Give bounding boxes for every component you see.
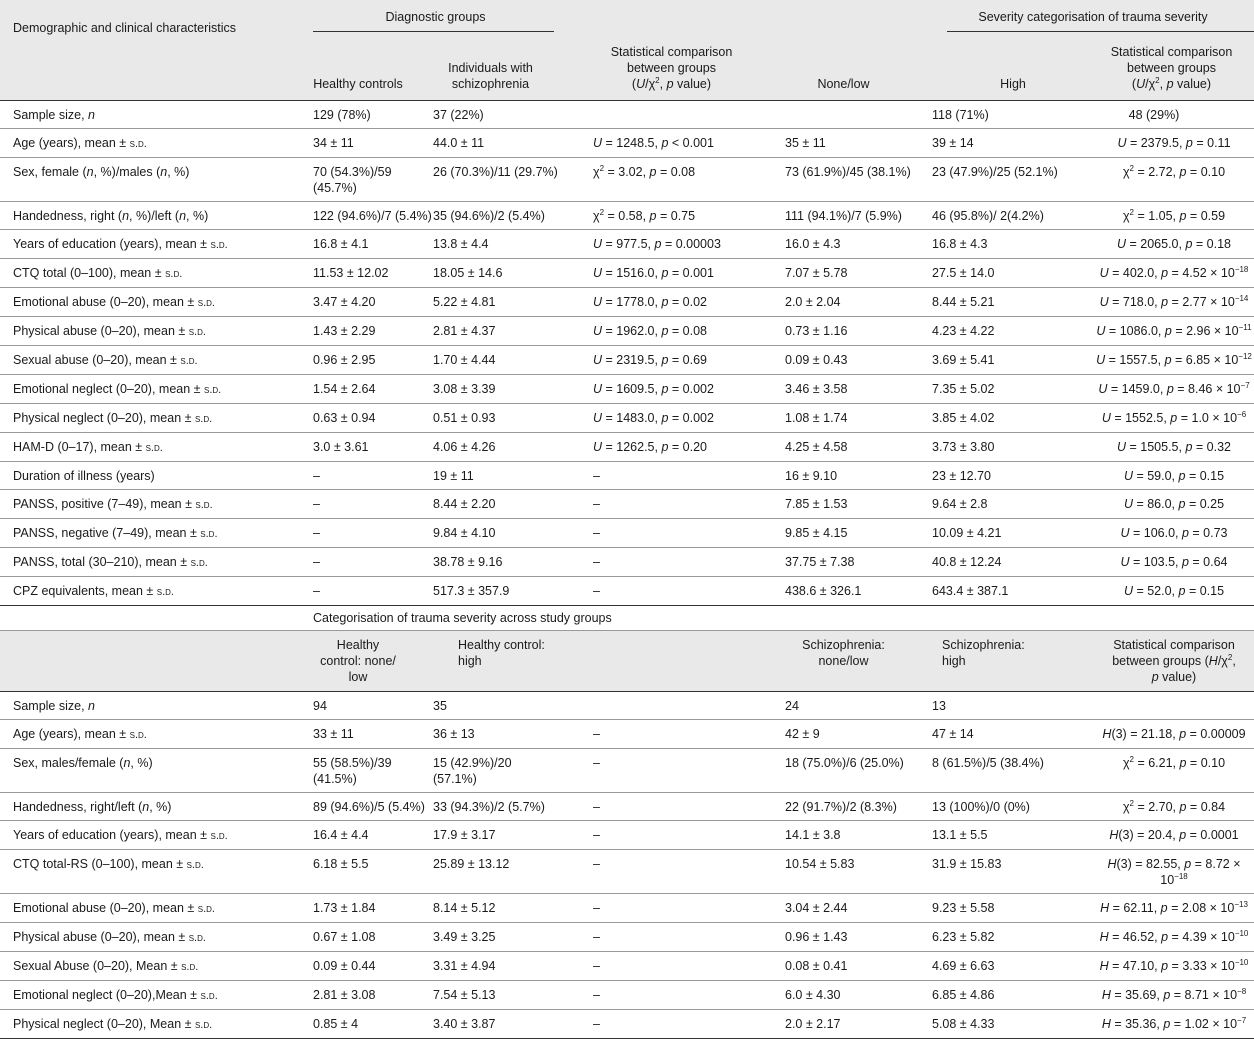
cell-high: 3.85 ± 4.02: [932, 403, 1094, 432]
cell-hc-none-low: 55 (58.5%)/39 (41.5%): [313, 748, 433, 792]
cell-schizophrenia: 38.78 ± 9.16: [433, 547, 558, 576]
cell-hc-none-low: 1.73 ± 1.84: [313, 893, 433, 922]
cell-stat-3: H = 35.36, $p = 1.02 \times 10^{-7}$: [1094, 1009, 1254, 1038]
cell-stat-3: H = 47.10, $p = 3.33 \times 10^{-10}$: [1094, 951, 1254, 980]
cell-sz-none-low: 22 (91.7%)/2 (8.3%): [785, 792, 932, 820]
table-row: [0, 287, 1254, 316]
cell-sz-high: 31.9 ± 15.83: [932, 849, 1094, 893]
cell-none-low: 37.75 ± 7.38: [785, 547, 932, 576]
cell-dash: –: [558, 719, 785, 748]
row-label: Emotional neglect (0–20), mean ± s.d.: [0, 374, 313, 403]
table-row: [0, 461, 1254, 489]
cell-healthy-controls: 0.63 ± 0.94: [313, 403, 433, 432]
header-sz-none-low: Schizophrenia: none/low: [785, 630, 932, 691]
row-label: PANSS, negative (7–49), mean ± s.d.: [0, 518, 313, 547]
row-label: Years of education (years), mean ± s.d.: [0, 820, 313, 849]
cell-sz-high: 6.85 ± 4.86: [932, 980, 1094, 1009]
cell-dash: –: [558, 792, 785, 820]
cell-hc-high: 15 (42.9%)/20 (57.1%): [433, 748, 558, 792]
cell-hc-high: 17.9 ± 3.17: [433, 820, 558, 849]
cell-stat-3: [1094, 691, 1254, 719]
cell-sz-none-low: 24: [785, 691, 932, 719]
cell-sz-high: 13.1 ± 5.5: [932, 820, 1094, 849]
cell-stat-1: U = 1516.0, p = 0.001: [558, 258, 785, 287]
section2-title: Categorisation of trauma severity across study groups: [313, 605, 785, 630]
cell-high: 3.73 ± 3.80: [932, 432, 1094, 461]
cell-hc-high: 33 (94.3%)/2 (5.7%): [433, 792, 558, 820]
cell-none-low: 7.85 ± 1.53: [785, 489, 932, 518]
cell-healthy-controls: 3.47 ± 4.20: [313, 287, 433, 316]
cell-none-low: 35 ± 11: [785, 128, 932, 157]
cell-hc-none-low: 6.18 ± 5.5: [313, 849, 433, 893]
header-stat-3: Statistical comparison between groups ($H/\chi^2$, p value): [1094, 630, 1254, 691]
cell-healthy-controls: –: [313, 518, 433, 547]
cell-healthy-controls: –: [313, 489, 433, 518]
table-row: [0, 374, 1254, 403]
table-row: [0, 893, 1254, 922]
header-stat-2: Statistical comparison between groups ($U/\chi^2$, p value): [1110, 44, 1233, 91]
cell-hc-none-low: 0.67 ± 1.08: [313, 922, 433, 951]
cell-stat-2: $\chi^2 = 2.72$, p = 0.10: [1094, 157, 1254, 201]
row-label: Physical neglect (0–20), mean ± s.d.: [0, 403, 313, 432]
cell-stat-2: U = 59.0, p = 0.15: [1094, 461, 1254, 489]
table-row: [0, 576, 1254, 605]
cell-stat-2: U = 1552.5, $p = 1.0 \times 10^{-6}$: [1094, 403, 1254, 432]
cell-stat-2: U = 52.0, p = 0.15: [1094, 576, 1254, 605]
header-high: High: [1000, 76, 1026, 91]
cell-stat-2: U = 106.0, p = 0.73: [1094, 518, 1254, 547]
cell-high: 643.4 ± 387.1: [932, 576, 1094, 605]
section2-header-row: [0, 630, 1254, 691]
cell-stat-1: U = 1248.5, p < 0.001: [558, 128, 785, 157]
cell-high: 8.44 ± 5.21: [932, 287, 1094, 316]
row-label: Sample size, n: [0, 100, 313, 128]
cell-stat-3: H(3) = 82.55, $p = 8.72 \times 10^{-18}$: [1094, 849, 1254, 893]
cell-stat-1: U = 1609.5, p = 0.002: [558, 374, 785, 403]
cell-healthy-controls: 1.54 ± 2.64: [313, 374, 433, 403]
table-row: [0, 792, 1254, 820]
cell-hc-high: 3.40 ± 3.87: [433, 1009, 558, 1038]
cell-high: 3.69 ± 5.41: [932, 345, 1094, 374]
row-label: Age (years), mean ± s.d.: [0, 128, 313, 157]
table-row: [0, 157, 1254, 201]
row-label: Duration of illness (years): [0, 461, 313, 489]
header-characteristics: Demographic and clinical characteristics: [13, 21, 237, 35]
table-row: [0, 980, 1254, 1009]
row-label: CTQ total (0–100), mean ± s.d.: [0, 258, 313, 287]
cell-schizophrenia: 3.08 ± 3.39: [433, 374, 558, 403]
cell-none-low: 7.07 ± 5.78: [785, 258, 932, 287]
header-schizophrenia: Individuals with schizophrenia: [448, 60, 533, 91]
cell-stat-2: $\chi^2 = 1.05$, p = 0.59: [1094, 201, 1254, 229]
cell-schizophrenia: 2.81 ± 4.37: [433, 316, 558, 345]
table-row: [0, 1009, 1254, 1038]
cell-stat-3: H = 35.69, $p = 8.71 \times 10^{-8}$: [1094, 980, 1254, 1009]
table-row: [0, 691, 1254, 719]
cell-healthy-controls: –: [313, 461, 433, 489]
cell-dash: –: [558, 893, 785, 922]
cell-schizophrenia: 44.0 ± 11: [433, 128, 558, 157]
cell-dash: –: [558, 820, 785, 849]
cell-stat-1: –: [558, 461, 785, 489]
cell-stat-2: U = 103.5, p = 0.64: [1094, 547, 1254, 576]
cell-dash: –: [558, 980, 785, 1009]
cell-dash: [558, 691, 785, 719]
cell-none-low: 9.85 ± 4.15: [785, 518, 932, 547]
cell-healthy-controls: 16.8 ± 4.1: [313, 229, 433, 258]
cell-sz-none-low: 2.0 ± 2.17: [785, 1009, 932, 1038]
cell-sz-high: 5.08 ± 4.33: [932, 1009, 1094, 1038]
table-row: [0, 547, 1254, 576]
cell-schizophrenia: 9.84 ± 4.10: [433, 518, 558, 547]
cell-stat-1: U = 1778.0, p = 0.02: [558, 287, 785, 316]
cell-sz-none-low: 0.08 ± 0.41: [785, 951, 932, 980]
cell-stat-2: U = 2065.0, p = 0.18: [1094, 229, 1254, 258]
cell-healthy-controls: 1.43 ± 2.29: [313, 316, 433, 345]
cell-stat-1: [558, 100, 785, 128]
cell-stat-2: U = 1459.0, $p = 8.46 \times 10^{-7}$: [1094, 374, 1254, 403]
table-row: [0, 748, 1254, 792]
cell-stat-1: $\chi^2 = 0.58$, p = 0.75: [558, 201, 785, 229]
cell-sz-high: 9.23 ± 5.58: [932, 893, 1094, 922]
table-row: [0, 518, 1254, 547]
cell-healthy-controls: 11.53 ± 12.02: [313, 258, 433, 287]
cell-hc-high: 8.14 ± 5.12: [433, 893, 558, 922]
cell-hc-high: 25.89 ± 13.12: [433, 849, 558, 893]
cell-stat-2: U = 1086.0, $p = 2.96 \times 10^{-11}$: [1094, 316, 1254, 345]
table-row: [0, 316, 1254, 345]
cell-sz-none-low: 42 ± 9: [785, 719, 932, 748]
cell-sz-high: 47 ± 14: [932, 719, 1094, 748]
row-label: Sexual Abuse (0–20), Mean ± s.d.: [0, 951, 313, 980]
cell-schizophrenia: 18.05 ± 14.6: [433, 258, 558, 287]
cell-stat-3: H(3) = 21.18, p = 0.00009: [1094, 719, 1254, 748]
cell-healthy-controls: 34 ± 11: [313, 128, 433, 157]
cell-hc-high: 7.54 ± 5.13: [433, 980, 558, 1009]
cell-hc-high: 35: [433, 691, 558, 719]
row-label: CPZ equivalents, mean ± s.d.: [0, 576, 313, 605]
cell-stat-2: U = 718.0, $p = 2.77 \times 10^{-14}$: [1094, 287, 1254, 316]
cell-stat-1: U = 2319.5, p = 0.69: [558, 345, 785, 374]
cell-hc-high: 3.31 ± 4.94: [433, 951, 558, 980]
cell-stat-2: U = 1557.5, $p = 6.85 \times 10^{-12}$: [1094, 345, 1254, 374]
row-label: Handedness, right (n, %)/left (n, %): [0, 201, 313, 229]
cell-none-low: 4.25 ± 4.58: [785, 432, 932, 461]
table-row: [0, 432, 1254, 461]
cell-stat-2: U = 1505.5, p = 0.32: [1094, 432, 1254, 461]
cell-stat-3: H = 62.11, $p = 2.08 \times 10^{-13}$: [1094, 893, 1254, 922]
cell-healthy-controls: 129 (78%): [313, 100, 433, 128]
cell-hc-high: 36 ± 13: [433, 719, 558, 748]
cell-schizophrenia: 19 ± 11: [433, 461, 558, 489]
cell-high: 40.8 ± 12.24: [932, 547, 1094, 576]
cell-high: 23 ± 12.70: [932, 461, 1094, 489]
cell-schizophrenia: 1.70 ± 4.44: [433, 345, 558, 374]
cell-hc-none-low: 0.85 ± 4: [313, 1009, 433, 1038]
cell-high: 23 (47.9%)/25 (52.1%): [932, 157, 1094, 201]
row-label: Emotional neglect (0–20),Mean ± s.d.: [0, 980, 313, 1009]
cell-sz-high: 4.69 ± 6.63: [932, 951, 1094, 980]
cell-none-low: 73 (61.9%)/45 (38.1%): [785, 157, 932, 201]
cell-stat-3: H(3) = 20.4, p = 0.0001: [1094, 820, 1254, 849]
cell-sz-high: 13 (100%)/0 (0%): [932, 792, 1094, 820]
cell-sz-none-low: 3.04 ± 2.44: [785, 893, 932, 922]
cell-schizophrenia: 26 (70.3%)/11 (29.7%): [433, 157, 558, 201]
cell-none-low: 2.0 ± 2.04: [785, 287, 932, 316]
cell-healthy-controls: –: [313, 576, 433, 605]
cell-sz-high: 13: [932, 691, 1094, 719]
table-row: [0, 229, 1254, 258]
cell-stat-1: –: [558, 489, 785, 518]
cell-sz-high: 8 (61.5%)/5 (38.4%): [932, 748, 1094, 792]
cell-stat-2: U = 86.0, p = 0.25: [1094, 489, 1254, 518]
cell-none-low: 0.73 ± 1.16: [785, 316, 932, 345]
row-label: Years of education (years), mean ± s.d.: [0, 229, 313, 258]
cell-hc-none-low: 0.09 ± 0.44: [313, 951, 433, 980]
row-label: PANSS, total (30–210), mean ± s.d.: [0, 547, 313, 576]
header-diagnostic-groups: Diagnostic groups: [385, 10, 486, 24]
cell-high: 118 (71%): [932, 100, 1094, 128]
cell-hc-none-low: 89 (94.6%)/5 (5.4%): [313, 792, 433, 820]
row-label: Physical abuse (0–20), mean ± s.d.: [0, 922, 313, 951]
cell-high: 7.35 ± 5.02: [932, 374, 1094, 403]
cell-high: 16.8 ± 4.3: [932, 229, 1094, 258]
cell-sz-none-low: 14.1 ± 3.8: [785, 820, 932, 849]
cell-high: 27.5 ± 14.0: [932, 258, 1094, 287]
header-hc-high: Healthy control: high: [433, 630, 558, 691]
cell-stat-1: –: [558, 576, 785, 605]
cell-sz-high: 6.23 ± 5.82: [932, 922, 1094, 951]
cell-schizophrenia: 35 (94.6%)/2 (5.4%): [433, 201, 558, 229]
cell-schizophrenia: 0.51 ± 0.93: [433, 403, 558, 432]
row-label: PANSS, positive (7–49), mean ± s.d.: [0, 489, 313, 518]
cell-schizophrenia: 13.8 ± 4.4: [433, 229, 558, 258]
cell-schizophrenia: 5.22 ± 4.81: [433, 287, 558, 316]
header-sz-high: Schizophrenia: high: [932, 630, 1094, 691]
cell-sz-none-low: 10.54 ± 5.83: [785, 849, 932, 893]
table-row: [0, 951, 1254, 980]
table-row: [0, 719, 1254, 748]
cell-high: 9.64 ± 2.8: [932, 489, 1094, 518]
cell-sz-none-low: 0.96 ± 1.43: [785, 922, 932, 951]
cell-none-low: 1.08 ± 1.74: [785, 403, 932, 432]
cell-dash: –: [558, 1009, 785, 1038]
cell-stat-1: U = 1262.5, p = 0.20: [558, 432, 785, 461]
header-hc-none-low: Healthy control: none/ low: [313, 630, 433, 691]
row-label: Emotional abuse (0–20), mean ± s.d.: [0, 287, 313, 316]
row-label: Sample size, n: [0, 691, 313, 719]
cell-stat-1: $\chi^2 = 3.02$, p = 0.08: [558, 157, 785, 201]
cell-stat-1: U = 1483.0, p = 0.002: [558, 403, 785, 432]
cell-hc-none-low: 33 ± 11: [313, 719, 433, 748]
row-label: Age (years), mean ± s.d.: [0, 719, 313, 748]
row-label: HAM-D (0–17), mean ± s.d.: [0, 432, 313, 461]
row-label: Sex, males/female (n, %): [0, 748, 313, 792]
cell-schizophrenia: 37 (22%): [433, 100, 558, 128]
cell-healthy-controls: 0.96 ± 2.95: [313, 345, 433, 374]
row-label: Emotional abuse (0–20), mean ± s.d.: [0, 893, 313, 922]
cell-none-low: 16.0 ± 4.3: [785, 229, 932, 258]
row-label: Sexual abuse (0–20), mean ± s.d.: [0, 345, 313, 374]
cell-schizophrenia: 4.06 ± 4.26: [433, 432, 558, 461]
cell-dash: –: [558, 849, 785, 893]
cell-sz-none-low: 18 (75.0%)/6 (25.0%): [785, 748, 932, 792]
table-row: [0, 489, 1254, 518]
cell-sz-none-low: 6.0 ± 4.30: [785, 980, 932, 1009]
cell-stat-1: U = 1962.0, p = 0.08: [558, 316, 785, 345]
table-row: [0, 820, 1254, 849]
header-severity-groups: Severity categorisation of trauma severity: [978, 10, 1208, 24]
cell-none-low: 438.6 ± 326.1: [785, 576, 932, 605]
cell-stat-1: –: [558, 518, 785, 547]
header-stat-1: Statistical comparison between groups ($U/\chi^2$, p value): [610, 44, 733, 91]
row-label: Physical abuse (0–20), mean ± s.d.: [0, 316, 313, 345]
cell-none-low: 0.09 ± 0.43: [785, 345, 932, 374]
cell-stat-2: 48 (29%): [1094, 100, 1254, 128]
table-row: [0, 849, 1254, 893]
header-healthy-controls: Healthy controls: [313, 76, 403, 91]
header-none-low: None/low: [817, 76, 870, 91]
cell-stat-3: $\chi^2 = 2.70$, p = 0.84: [1094, 792, 1254, 820]
cell-healthy-controls: –: [313, 547, 433, 576]
cell-healthy-controls: 122 (94.6%)/7 (5.4%): [313, 201, 433, 229]
cell-stat-3: $\chi^2 = 6.21$, p = 0.10: [1094, 748, 1254, 792]
cell-stat-1: U = 977.5, p = 0.00003: [558, 229, 785, 258]
cell-healthy-controls: 3.0 ± 3.61: [313, 432, 433, 461]
row-label: Sex, female (n, %)/males (n, %): [0, 157, 313, 201]
row-label: Physical neglect (0–20), Mean ± s.d.: [0, 1009, 313, 1038]
header-row-top: [0, 0, 1254, 31]
table-row: [0, 100, 1254, 128]
table-row: [0, 922, 1254, 951]
cell-high: 46 (95.8%)/ 2(4.2%): [932, 201, 1094, 229]
cell-dash: –: [558, 951, 785, 980]
cell-high: 4.23 ± 4.22: [932, 316, 1094, 345]
cell-schizophrenia: 8.44 ± 2.20: [433, 489, 558, 518]
cell-hc-none-low: 16.4 ± 4.4: [313, 820, 433, 849]
cell-stat-2: U = 2379.5, p = 0.11: [1094, 128, 1254, 157]
cell-hc-none-low: 94: [313, 691, 433, 719]
row-label: Handedness, right/left (n, %): [0, 792, 313, 820]
cell-stat-1: –: [558, 547, 785, 576]
table-row: [0, 128, 1254, 157]
cell-stat-3: H = 46.52, $p = 4.39 \times 10^{-10}$: [1094, 922, 1254, 951]
cell-hc-high: 3.49 ± 3.25: [433, 922, 558, 951]
cell-dash: –: [558, 922, 785, 951]
cell-high: 39 ± 14: [932, 128, 1094, 157]
cell-high: 10.09 ± 4.21: [932, 518, 1094, 547]
cell-dash: –: [558, 748, 785, 792]
table-row: [0, 345, 1254, 374]
cell-none-low: 111 (94.1%)/7 (5.9%): [785, 201, 932, 229]
cell-none-low: 3.46 ± 3.58: [785, 374, 932, 403]
cell-healthy-controls: 70 (54.3%)/59 (45.7%): [313, 157, 433, 201]
table-row: [0, 403, 1254, 432]
section2-title-row: [0, 605, 1254, 630]
table-row: [0, 258, 1254, 287]
cell-schizophrenia: 517.3 ± 357.9: [433, 576, 558, 605]
cell-none-low: 16 ± 9.10: [785, 461, 932, 489]
cell-stat-2: U = 402.0, $p = 4.52 \times 10^{-18}$: [1094, 258, 1254, 287]
row-label: CTQ total-RS (0–100), mean ± s.d.: [0, 849, 313, 893]
table-row: [0, 201, 1254, 229]
cell-none-low: [785, 100, 932, 128]
cell-hc-none-low: 2.81 ± 3.08: [313, 980, 433, 1009]
